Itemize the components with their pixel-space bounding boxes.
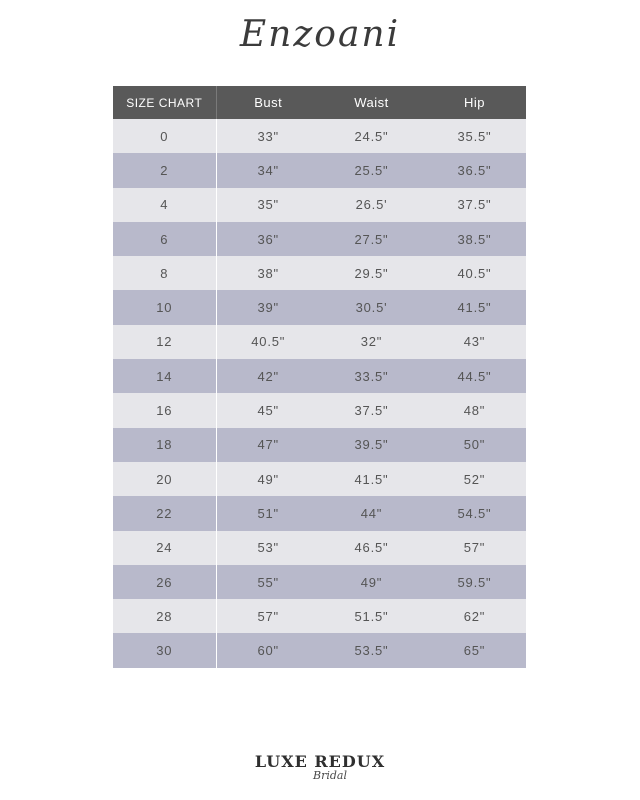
footer-logo-sub: Bridal <box>313 769 347 782</box>
hip-cell: 35.5" <box>423 119 526 153</box>
size-chart-table <box>113 86 526 668</box>
size-cell: 8 <box>113 256 216 290</box>
waist-cell: 32" <box>320 325 423 359</box>
hip-cell: 40.5" <box>423 256 526 290</box>
bust-cell: 40.5" <box>216 325 320 359</box>
waist-cell: 29.5" <box>320 256 423 290</box>
size-cell: 12 <box>113 325 216 359</box>
hip-cell: 54.5" <box>423 496 526 530</box>
table-row <box>113 325 526 359</box>
hip-cell: 62" <box>423 599 526 633</box>
table-row <box>113 290 526 324</box>
waist-cell: 26.5' <box>320 188 423 222</box>
size-cell: 10 <box>113 290 216 324</box>
bust-cell: 33" <box>216 119 320 153</box>
bust-cell: 35" <box>216 188 320 222</box>
waist-cell: 51.5" <box>320 599 423 633</box>
waist-cell: 30.5' <box>320 290 423 324</box>
table-row <box>113 496 526 530</box>
hip-cell: 43" <box>423 325 526 359</box>
size-cell: 24 <box>113 531 216 565</box>
table-row <box>113 188 526 222</box>
size-cell: 20 <box>113 462 216 496</box>
header-size-chart: SIZE CHART <box>113 86 216 119</box>
bust-cell: 38" <box>216 256 320 290</box>
waist-cell: 53.5" <box>320 633 423 667</box>
footer-logo-main: LUXE REDUX <box>254 752 386 771</box>
bust-cell: 34" <box>216 153 320 187</box>
hip-cell: 57" <box>423 531 526 565</box>
table-row <box>113 462 526 496</box>
table-row <box>113 119 526 153</box>
waist-cell: 25.5" <box>320 153 423 187</box>
brand-logo: Enzoani <box>239 14 401 55</box>
waist-cell: 39.5" <box>320 428 423 462</box>
size-cell: 2 <box>113 153 216 187</box>
hip-cell: 50" <box>423 428 526 462</box>
table-row <box>113 153 526 187</box>
bust-cell: 39" <box>216 290 320 324</box>
waist-cell: 33.5" <box>320 359 423 393</box>
bust-cell: 57" <box>216 599 320 633</box>
size-cell: 6 <box>113 222 216 256</box>
size-cell: 16 <box>113 393 216 427</box>
table-header-row <box>113 86 526 119</box>
hip-cell: 52" <box>423 462 526 496</box>
table-row <box>113 599 526 633</box>
table-row <box>113 633 526 667</box>
bust-cell: 47" <box>216 428 320 462</box>
bust-cell: 49" <box>216 462 320 496</box>
bust-cell: 45" <box>216 393 320 427</box>
table-row <box>113 222 526 256</box>
bust-cell: 51" <box>216 496 320 530</box>
waist-cell: 37.5" <box>320 393 423 427</box>
footer-logo <box>0 752 640 782</box>
bust-cell: 42" <box>216 359 320 393</box>
hip-cell: 59.5" <box>423 565 526 599</box>
table-row <box>113 531 526 565</box>
hip-cell: 65" <box>423 633 526 667</box>
size-cell: 0 <box>113 119 216 153</box>
hip-cell: 36.5" <box>423 153 526 187</box>
table-row <box>113 565 526 599</box>
bust-cell: 36" <box>216 222 320 256</box>
table-row <box>113 428 526 462</box>
waist-cell: 49" <box>320 565 423 599</box>
size-cell: 4 <box>113 188 216 222</box>
table-row <box>113 393 526 427</box>
hip-cell: 44.5" <box>423 359 526 393</box>
size-cell: 22 <box>113 496 216 530</box>
bust-cell: 55" <box>216 565 320 599</box>
header-waist: Waist <box>320 86 423 119</box>
header-hip: Hip <box>423 86 526 119</box>
hip-cell: 37.5" <box>423 188 526 222</box>
table-row <box>113 359 526 393</box>
waist-cell: 46.5" <box>320 531 423 565</box>
hip-cell: 38.5" <box>423 222 526 256</box>
header-bust: Bust <box>216 86 320 119</box>
size-cell: 14 <box>113 359 216 393</box>
table-row <box>113 256 526 290</box>
hip-cell: 48" <box>423 393 526 427</box>
waist-cell: 24.5" <box>320 119 423 153</box>
size-cell: 26 <box>113 565 216 599</box>
waist-cell: 41.5" <box>320 462 423 496</box>
bust-cell: 53" <box>216 531 320 565</box>
bust-cell: 60" <box>216 633 320 667</box>
size-cell: 30 <box>113 633 216 667</box>
waist-cell: 44" <box>320 496 423 530</box>
size-cell: 18 <box>113 428 216 462</box>
waist-cell: 27.5" <box>320 222 423 256</box>
hip-cell: 41.5" <box>423 290 526 324</box>
size-cell: 28 <box>113 599 216 633</box>
